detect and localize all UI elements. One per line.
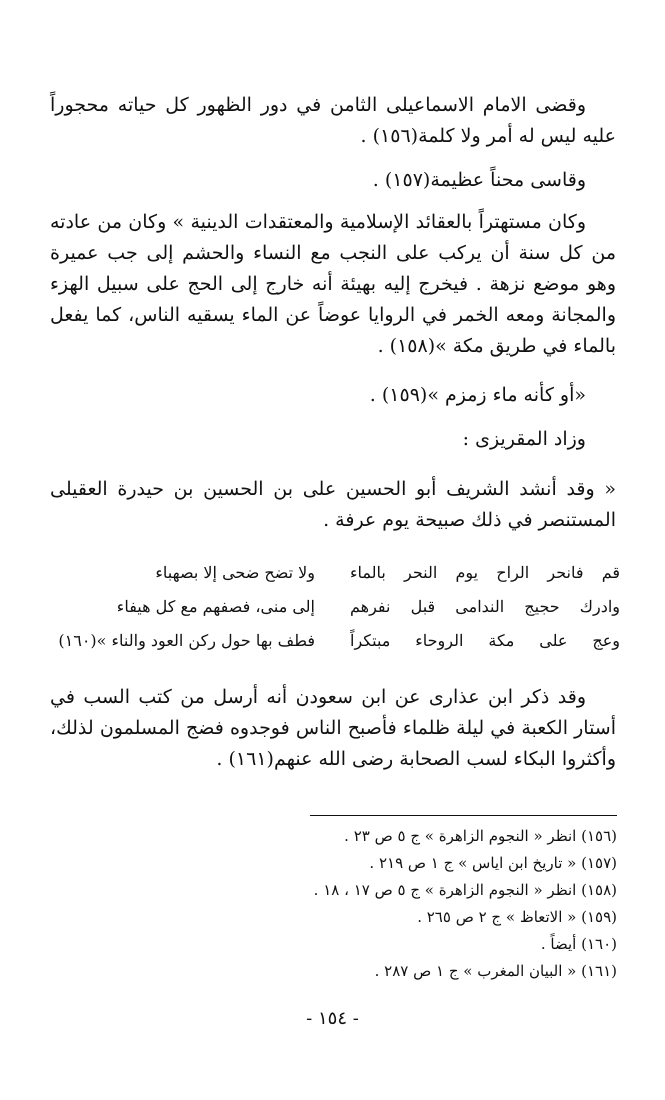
verse-first-hemistich: وادرك حجيج الندامى قبل نفرهم bbox=[350, 597, 620, 616]
paragraph-imam-confinement: وقضى الامام الاسماعيلى الثامن في دور الظهور كل حياته محجوراً عليه ليس له أمر ولا كلمة(١٥٦) . bbox=[50, 94, 616, 147]
paragraph-mockery-of-hajj: وكان مستهتراً بالعقائد الإسلامية والمعتقدات الدينية » وكان من عادته من كل سنة أن يركب على النجب مع النساء والحشم إلى جب عميرة وهو موضع نزهة . فيخرج إليه بهيئة أنه خارج إلى الحج على سبيل الهزء والمجانة ومعه الخمر في الروايا عوضاً عن الماء يسقيه الناس، كما يفعل بالماء في طريق مكة »(١٥٨) . bbox=[50, 211, 616, 357]
paragraph-zamzam-quote: «أو كأنه ماء زمزم »(١٥٩) . bbox=[369, 384, 586, 406]
paragraph-kaaba-insult: وقد ذكر ابن عذارى عن ابن سعودن أنه أرسل من كتب السب في أستار الكعبة في ليلة ظلماء فأصبح الناس فوجدوه فضج المسلمون لذلك، وأكثروا البكاء لسب الصحابة رضى الله عنهم(١٦١) . bbox=[50, 686, 616, 770]
footnote: (١٥٩) « الاتعاظ » ج ٢ ص ٢٦٥ . bbox=[417, 908, 617, 926]
paragraph-maqrizi-intro: وزاد المقريزى : bbox=[462, 428, 586, 450]
page-number: - ١٥٤ - bbox=[306, 1008, 359, 1029]
verse-first-hemistich: وعج على مكة الروحاء مبتكراً bbox=[350, 631, 620, 650]
poem-verse bbox=[45, 624, 620, 658]
footnote: (١٦١) « البيان المغرب » ج ١ ص ٢٨٧ . bbox=[374, 962, 617, 980]
poem-verse bbox=[45, 556, 620, 590]
paragraph-poem-intro: « وقد أنشد الشريف أبو الحسين على بن الحسين بن حيدرة العقيلى المستنصر في ذلك صبيحة يوم عرفة . bbox=[50, 478, 616, 531]
verse-second-hemistich: ولا تضح ضحى إلا بصهباء bbox=[155, 563, 315, 582]
verse-second-hemistich: فطف بها حول ركن العود والناء »(١٦٠) bbox=[58, 631, 315, 650]
verse-second-hemistich: إلى منى، فصفهم مع كل هيفاء bbox=[116, 597, 315, 616]
footnote: (١٥٨) انظر « النجوم الزاهرة » ج ٥ ص ١٧ ، ١٨ . bbox=[313, 881, 617, 899]
footnote: (١٦٠) أيضاً . bbox=[540, 935, 617, 953]
poem-verse bbox=[45, 590, 620, 624]
paragraph-great-trials: وقاسى محناً عظيمة(١٥٧) . bbox=[372, 169, 586, 191]
footnote-divider bbox=[310, 815, 617, 816]
verse-first-hemistich: قم فانحر الراح يوم النحر بالماء bbox=[350, 563, 620, 582]
footnote: (١٥٧) « تاريخ ابن اياس » ج ١ ص ٢١٩ . bbox=[369, 854, 617, 872]
footnote: (١٥٦) انظر « النجوم الزاهرة » ج ٥ ص ٢٣ . bbox=[344, 827, 617, 845]
